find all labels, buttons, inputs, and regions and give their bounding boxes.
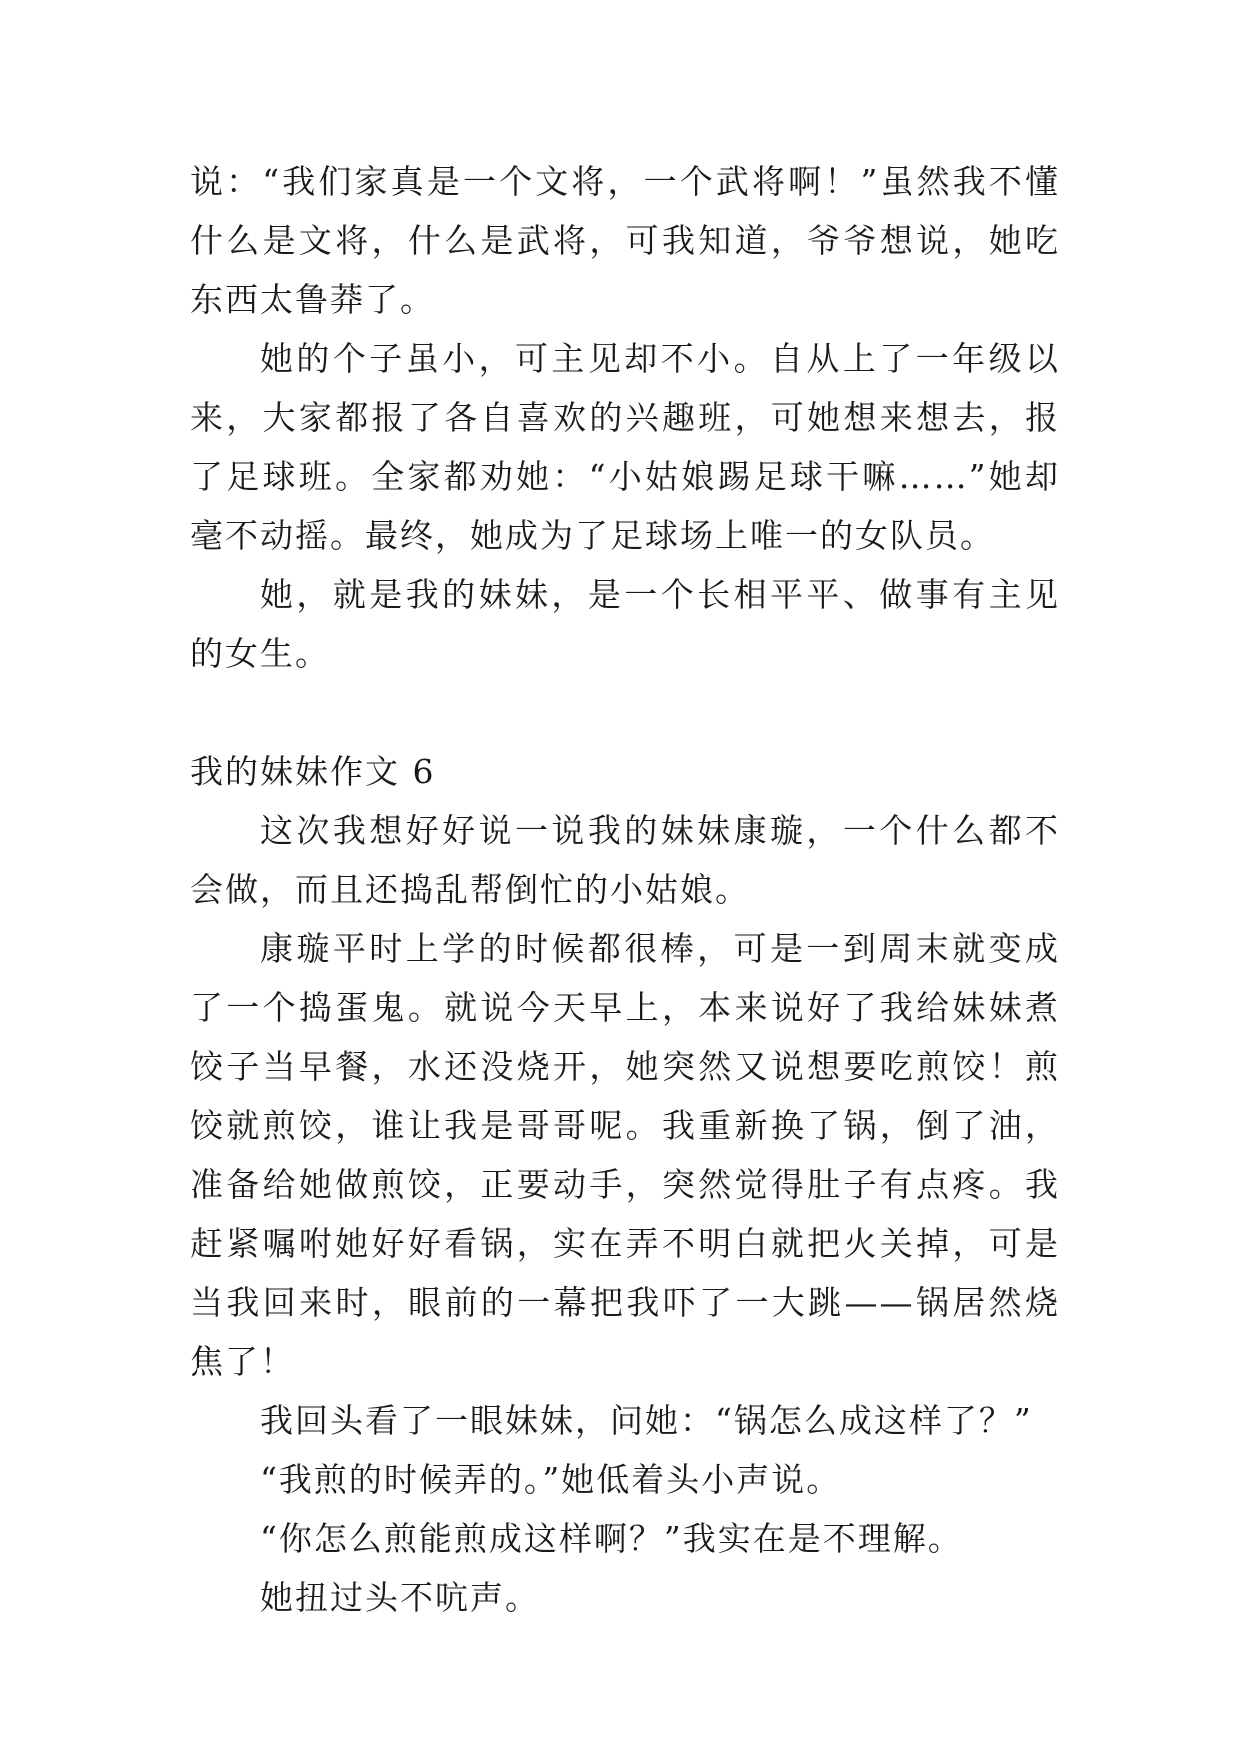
section-title: 我的妹妹作文 6 (190, 752, 436, 791)
paragraph-dialogue-2: “我煎的时候弄的。”她低着头小声说。 (260, 1460, 842, 1499)
document-body (190, 152, 1060, 1627)
paragraph-story: 康璇平时上学的时候都很棒，可是一到周末就变成了一个捣蛋鬼。就说今天早上，本来说好了我给妹妹煮饺子当早餐，水还没烧开，她突然又说想要吃煎饺！煎饺就煎饺，谁让我是哥哥呢。我重新换了锅，倒了油，准备给她做煎饺，正要动手，突然觉得肚子有点疼。我赶紧嘱咐她好好看锅，实在弄不明白就把火关掉，可是当我回来时，眼前的一幕把我吓了一大跳——锅居然烧焦了！ (190, 929, 1060, 1381)
paragraph-dialogue-4: 她扭过头不吭声。 (260, 1578, 540, 1617)
section-spacer (190, 683, 1060, 742)
paragraph-conclusion: 她，就是我的妹妹，是一个长相平平、做事有主见的女生。 (190, 575, 1060, 673)
paragraph-intro: 这次我想好好说一说我的妹妹康璇，一个什么都不会做，而且还捣乱帮倒忙的小姑娘。 (190, 811, 1060, 909)
paragraph-dialogue-3: “你怎么煎能煎成这样啊？”我实在是不理解。 (260, 1519, 963, 1558)
paragraph-continued: 说：“我们家真是一个文将，一个武将啊！”虽然我不懂什么是文将，什么是武将，可我知道，爷爷想说，她吃东西太鲁莽了。 (190, 162, 1060, 319)
paragraph-personality: 她的个子虽小，可主见却不小。自从上了一年级以来，大家都报了各自喜欢的兴趣班，可她想来想去，报了足球班。全家都劝她：“小姑娘踢足球干嘛……”她却毫不动摇。最终，她成为了足球场上唯一的女队员。 (190, 339, 1060, 555)
paragraph-dialogue-1: 我回头看了一眼妹妹，问她：“锅怎么成这样了？” (260, 1401, 1033, 1440)
